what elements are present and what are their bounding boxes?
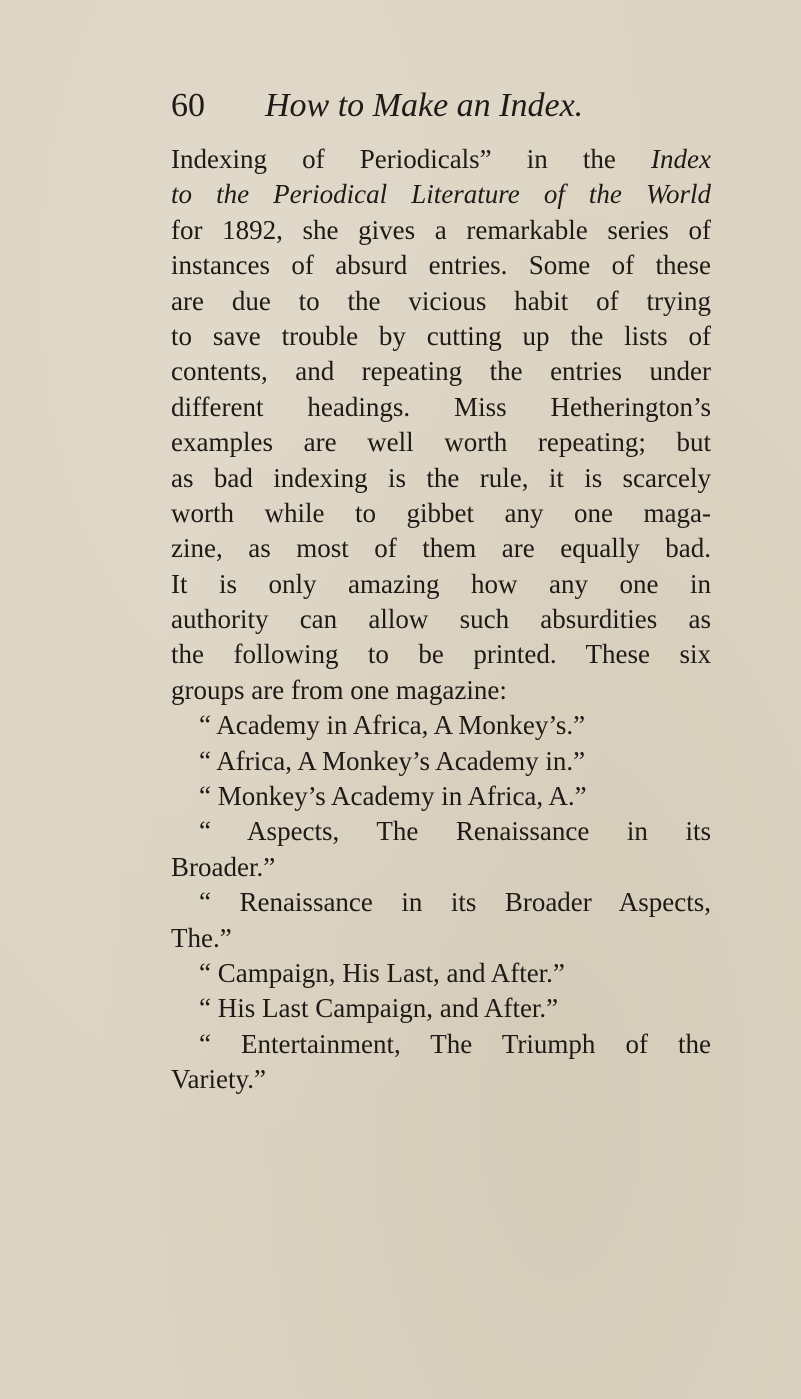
text-line xyxy=(171,496,711,531)
text-segment: groups are from one magazine: xyxy=(171,674,507,705)
text-segment: worth while to gibbet any one maga- xyxy=(171,497,711,528)
text-segment: examples are well worth repeating; but xyxy=(171,427,711,458)
text-segment: “ Aspects, The Renaissance in its xyxy=(199,816,711,847)
text-line xyxy=(171,284,711,319)
text-segment: zine, as most of them are equally bad. xyxy=(171,533,711,564)
text-line xyxy=(171,708,711,743)
text-line xyxy=(171,991,711,1026)
text-line xyxy=(171,956,711,991)
text-line xyxy=(171,248,711,283)
text-line xyxy=(171,354,711,389)
text-line xyxy=(171,142,711,177)
text-line xyxy=(171,814,711,849)
text-line xyxy=(171,602,711,637)
text-segment: Broader.” xyxy=(171,851,276,882)
text-line xyxy=(171,779,711,814)
text-segment: “ Academy in Africa, A Monkey’s.” xyxy=(199,710,586,741)
text-segment: “ Africa, A Monkey’s Academy in.” xyxy=(199,745,586,776)
text-segment: instances of absurd entries. Some of these xyxy=(171,250,711,281)
text-line xyxy=(171,390,711,425)
text-line xyxy=(171,921,711,956)
text-segment: different headings. Miss Hetherington’s xyxy=(171,391,711,422)
text-segment: for 1892, she gives a remarkable series of xyxy=(171,214,711,245)
text-segment: are due to the vicious habit of trying xyxy=(171,285,711,316)
text-line xyxy=(171,461,711,496)
text-line xyxy=(171,425,711,460)
text-line xyxy=(171,885,711,920)
text-segment: to save trouble by cutting up the lists of xyxy=(171,320,711,351)
text-line xyxy=(171,213,711,248)
text-line xyxy=(171,567,711,602)
italic-text: Index xyxy=(651,144,711,174)
text-line xyxy=(171,1027,711,1062)
text-segment: “ Monkey’s Academy in Africa, A.” xyxy=(199,781,587,812)
running-head xyxy=(171,84,711,128)
text-line xyxy=(171,1062,711,1097)
text-segment: the following to be printed. These six xyxy=(171,639,711,670)
text-line xyxy=(171,673,711,708)
text-line xyxy=(171,637,711,672)
text-segment: Indexing of Periodicals” in the xyxy=(171,144,652,174)
text-segment: “ Campaign, His Last, and After.” xyxy=(199,957,565,988)
text-segment: as bad indexing is the rule, it is scarcely xyxy=(171,462,711,493)
text-line xyxy=(171,531,711,566)
text-line xyxy=(171,177,711,212)
text-segment: The.” xyxy=(171,922,232,953)
text-line xyxy=(171,744,711,779)
text-segment: “ His Last Campaign, and After.” xyxy=(199,993,559,1024)
text-segment: “ Entertainment, The Triumph of the xyxy=(199,1028,711,1059)
italic-text: to the Periodical Literature of the World xyxy=(171,179,711,210)
text-segment: It is only amazing how any one in xyxy=(171,568,711,599)
text-segment: authority can allow such absurdities as xyxy=(171,604,711,635)
text-segment: “ Renaissance in its Broader Aspects, xyxy=(199,887,711,918)
text-line xyxy=(171,850,711,885)
text-segment: contents, and repeating the entries under xyxy=(171,356,711,387)
running-title: How to Make an Index. xyxy=(265,87,584,124)
text-segment: Variety.” xyxy=(171,1064,266,1095)
text-line xyxy=(171,319,711,354)
page-number: 60 xyxy=(171,87,205,124)
body-text xyxy=(171,142,711,1098)
